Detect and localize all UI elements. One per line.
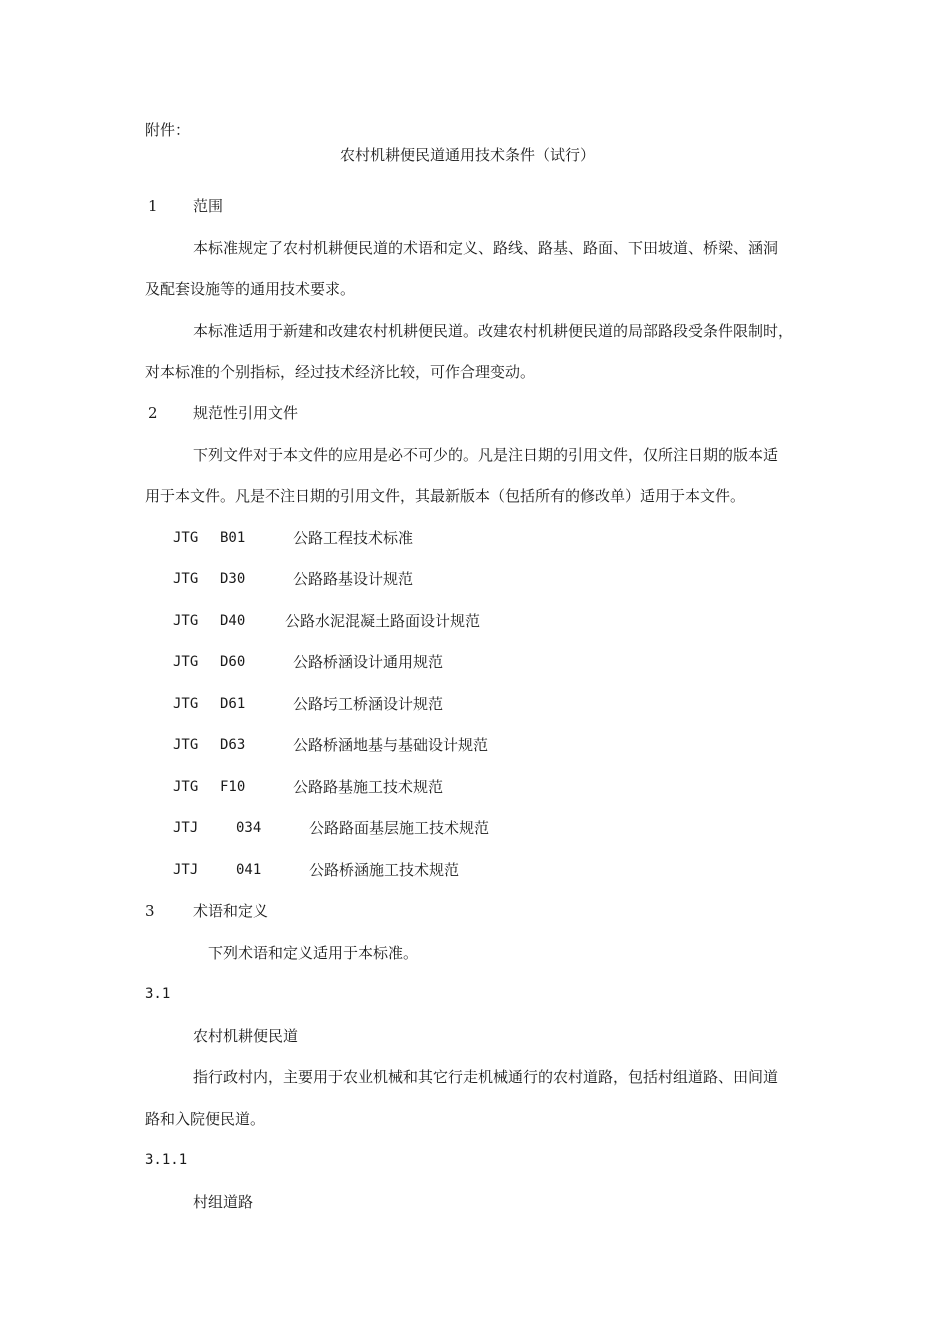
term-3-1-1-number: 3.1.1 [145, 1152, 188, 1168]
section-3-heading: 术语和定义 [193, 902, 269, 920]
reference-prefix: JTG [173, 737, 199, 753]
section-3-number: 3 [145, 902, 155, 920]
section-1-heading: 范围 [193, 197, 224, 215]
reference-name: 公路桥涵设计通用规范 [293, 653, 444, 671]
reference-code: D63 [220, 737, 246, 753]
section-2-number: 2 [148, 404, 158, 422]
section-2-heading: 规范性引用文件 [193, 404, 299, 422]
reference-prefix: JTJ [173, 820, 199, 836]
term-3-1-1-name: 村组道路 [193, 1193, 254, 1211]
reference-code: B01 [220, 530, 246, 546]
term-3-1-name: 农村机耕便民道 [193, 1027, 299, 1045]
reference-prefix: JTG [173, 696, 199, 712]
reference-prefix: JTG [173, 779, 199, 795]
reference-prefix: JTG [173, 654, 199, 670]
term-3-1-definition-line-2: 路和入院便民道。 [145, 1110, 266, 1128]
reference-code: D30 [220, 571, 246, 587]
scope-paragraph-1-line-1: 本标准规定了农村机耕便民道的术语和定义、路线、路基、路面、下田坡道、桥梁、涵洞 [193, 239, 779, 257]
reference-name: 公路水泥混凝土路面设计规范 [285, 612, 481, 630]
scope-paragraph-2-line-1: 本标准适用于新建和改建农村机耕便民道。改建农村机耕便民道的局部路段受条件限制时， [193, 322, 794, 340]
references-intro-line-2: 用于本文件。凡是不注日期的引用文件，其最新版本（包括所有的修改单）适用于本文件。 [145, 487, 746, 505]
reference-prefix: JTJ [173, 862, 199, 878]
reference-code: 041 [236, 862, 262, 878]
reference-name: 公路工程技术标准 [293, 529, 414, 547]
document-title: 农村机耕便民道通用技术条件（试行） [340, 146, 596, 164]
terms-intro: 下列术语和定义适用于本标准。 [208, 944, 419, 962]
reference-code: F10 [220, 779, 246, 795]
section-1-number: 1 [148, 197, 158, 215]
term-3-1-definition-line-1: 指行政村内，主要用于农业机械和其它行走机械通行的农村道路，包括村组道路、田间道 [193, 1068, 779, 1086]
scope-paragraph-1-line-2: 及配套设施等的通用技术要求。 [145, 280, 356, 298]
reference-name: 公路路基设计规范 [293, 570, 414, 588]
reference-name: 公路路面基层施工技术规范 [309, 819, 490, 837]
reference-name: 公路圬工桥涵设计规范 [293, 695, 444, 713]
scope-paragraph-2-line-2: 对本标准的个别指标，经过技术经济比较，可作合理变动。 [145, 363, 536, 381]
reference-code: D60 [220, 654, 246, 670]
term-3-1-number: 3.1 [145, 986, 171, 1002]
reference-prefix: JTG [173, 571, 199, 587]
attachment-label: 附件： [145, 121, 191, 139]
reference-prefix: JTG [173, 613, 199, 629]
reference-name: 公路路基施工技术规范 [293, 778, 444, 796]
references-intro-line-1: 下列文件对于本文件的应用是必不可少的。凡是注日期的引用文件，仅所注日期的版本适 [193, 446, 779, 464]
reference-name: 公路桥涵施工技术规范 [309, 861, 460, 879]
reference-prefix: JTG [173, 530, 199, 546]
reference-name: 公路桥涵地基与基础设计规范 [293, 736, 489, 754]
reference-code: D61 [220, 696, 246, 712]
reference-code: D40 [220, 613, 246, 629]
reference-code: 034 [236, 820, 262, 836]
